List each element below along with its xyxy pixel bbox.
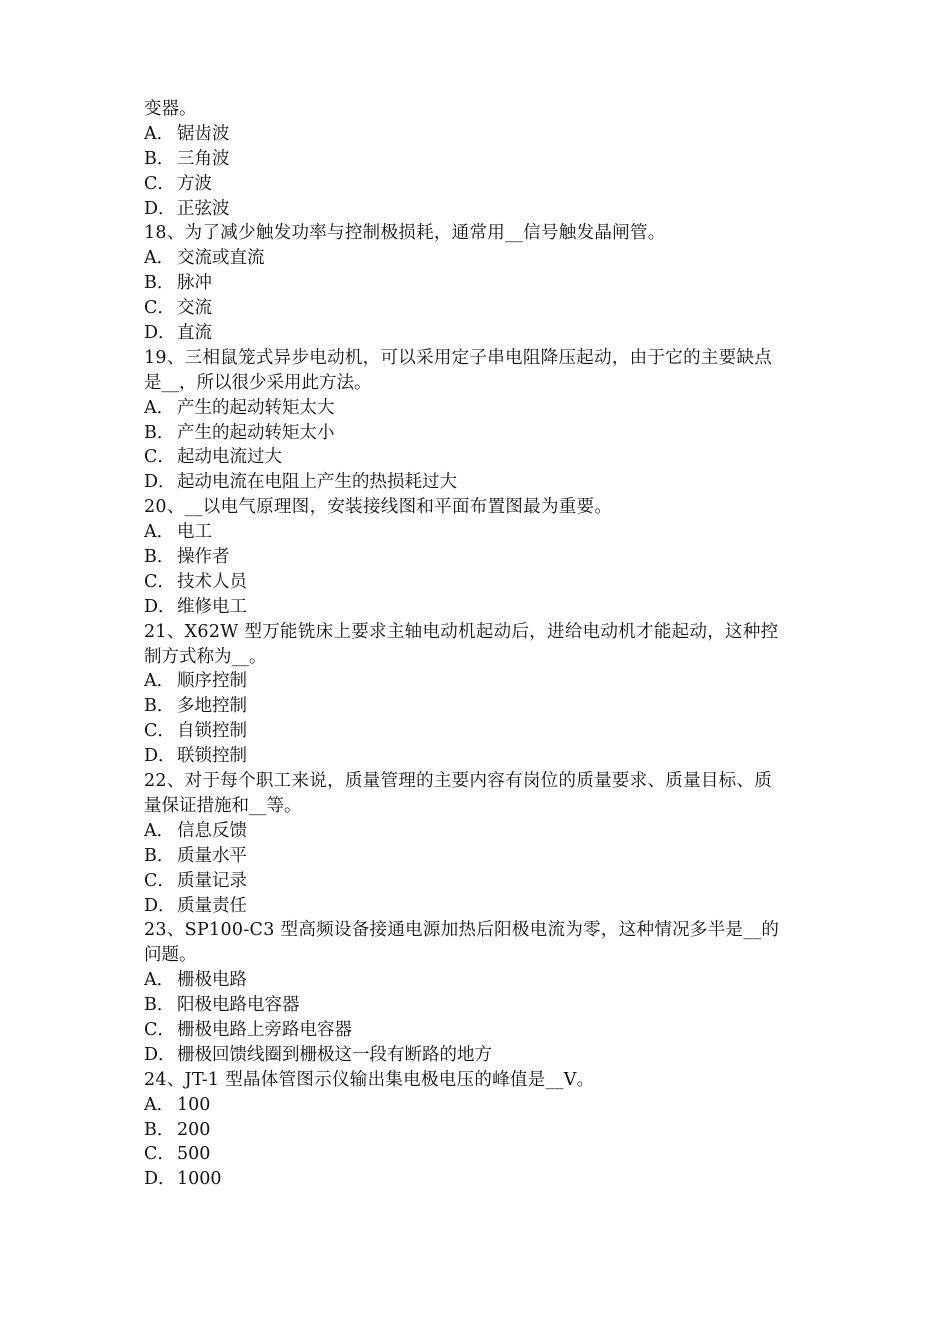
question-block <box>144 221 816 345</box>
option-text: 200 <box>177 1119 211 1140</box>
answer-option <box>144 296 816 321</box>
answer-option <box>144 197 816 222</box>
answer-option <box>144 669 816 694</box>
question-text: 是__，所以很少采用此方法。 <box>144 372 372 393</box>
option-letter: C． <box>144 1144 175 1165</box>
option-letter: D． <box>144 472 176 493</box>
option-letter: B． <box>144 696 175 717</box>
option-letter: C． <box>144 447 175 468</box>
question-block <box>144 495 816 619</box>
answer-option <box>144 1167 816 1192</box>
option-text: 栅极电路 <box>177 970 247 991</box>
option-letter: B． <box>144 1119 175 1140</box>
option-letter: A． <box>144 820 175 841</box>
answer-option <box>144 321 816 346</box>
answer-option <box>144 172 816 197</box>
option-text: 联锁控制 <box>177 746 247 767</box>
question-text: 23、SP100-C3 型高频设备接通电源加热后阳极电流为零，这种情况多半是__的 <box>144 920 780 941</box>
answer-option <box>144 246 816 271</box>
option-letter: B． <box>144 845 175 866</box>
option-letter: C． <box>144 571 175 592</box>
option-text: 1000 <box>177 1169 222 1190</box>
answer-option <box>144 271 816 296</box>
option-text: 质量水平 <box>177 845 247 866</box>
option-letter: A． <box>144 970 175 991</box>
option-letter: C． <box>144 1019 175 1040</box>
option-text: 三角波 <box>177 148 230 169</box>
answer-option <box>144 147 816 172</box>
answer-option <box>144 869 816 894</box>
option-text: 栅极回馈线圈到栅极这一段有断路的地方 <box>177 1044 492 1065</box>
option-letter: A． <box>144 522 175 543</box>
question-list <box>144 97 816 1192</box>
option-text: 500 <box>177 1144 211 1165</box>
answer-option <box>144 1142 816 1167</box>
question-block <box>144 1068 816 1192</box>
option-text: 质量记录 <box>177 870 247 891</box>
question-text: 量保证措施和__等。 <box>144 795 302 816</box>
answer-option <box>144 744 816 769</box>
question-block <box>144 620 816 769</box>
option-text: 自锁控制 <box>177 721 247 742</box>
answer-option <box>144 396 816 421</box>
answer-option <box>144 1093 816 1118</box>
question-block <box>144 769 816 918</box>
option-letter: C． <box>144 173 175 194</box>
option-letter: A． <box>144 397 175 418</box>
option-text: 操作者 <box>177 547 230 568</box>
answer-option <box>144 570 816 595</box>
option-text: 多地控制 <box>177 696 247 717</box>
option-text: 交流或直流 <box>177 248 265 269</box>
option-letter: D． <box>144 895 176 916</box>
option-text: 阳极电路电容器 <box>177 995 300 1016</box>
answer-option <box>144 993 816 1018</box>
question-text: 问题。 <box>144 945 197 966</box>
answer-option <box>144 819 816 844</box>
option-letter: D． <box>144 198 176 219</box>
option-text: 起动电流在电阻上产生的热损耗过大 <box>177 472 457 493</box>
answer-option <box>144 470 816 495</box>
option-text: 起动电流过大 <box>177 447 282 468</box>
option-letter: C． <box>144 298 175 319</box>
question-text: 19、三相鼠笼式异步电动机，可以采用定子串电阻降压起动，由于它的主要缺点 <box>144 347 773 368</box>
pre-option-list <box>144 122 816 222</box>
option-letter: A． <box>144 671 175 692</box>
option-letter: B． <box>144 422 175 443</box>
question-text: 18、为了减少触发功率与控制极损耗，通常用__信号触发晶闸管。 <box>144 223 666 244</box>
option-letter: B． <box>144 995 175 1016</box>
option-text: 技术人员 <box>177 571 247 592</box>
questions <box>144 221 816 1192</box>
option-letter: B． <box>144 547 175 568</box>
option-letter: A． <box>144 123 175 144</box>
option-text: 直流 <box>177 323 212 344</box>
option-letter: A． <box>144 248 175 269</box>
answer-option <box>144 1118 816 1143</box>
option-letter: D． <box>144 746 176 767</box>
answer-option <box>144 421 816 446</box>
answer-option <box>144 894 816 919</box>
answer-option <box>144 122 816 147</box>
answer-option <box>144 1043 816 1068</box>
answer-option <box>144 520 816 545</box>
option-text: 脉冲 <box>177 273 212 294</box>
option-letter: D． <box>144 1169 176 1190</box>
answer-option <box>144 445 816 470</box>
option-text: 电工 <box>177 522 212 543</box>
answer-option <box>144 545 816 570</box>
answer-option <box>144 694 816 719</box>
option-letter: A． <box>144 1094 175 1115</box>
option-text: 产生的起动转矩太小 <box>177 422 335 443</box>
option-text: 100 <box>177 1094 211 1115</box>
option-text: 交流 <box>177 298 212 319</box>
question-block <box>144 346 816 495</box>
option-letter: D． <box>144 1044 176 1065</box>
question-block <box>144 918 816 1067</box>
continuation-line: 变器。 <box>144 99 197 119</box>
option-text: 信息反馈 <box>177 820 247 841</box>
option-text: 方波 <box>177 173 212 194</box>
answer-option <box>144 595 816 620</box>
answer-option <box>144 844 816 869</box>
question-text: 制方式称为__。 <box>144 646 267 667</box>
option-letter: B． <box>144 273 175 294</box>
question-text: 24、JT-1 型晶体管图示仪输出集电极电压的峰值是__V。 <box>144 1069 595 1090</box>
question-text: 20、__以电气原理图，安装接线图和平面布置图最为重要。 <box>144 497 613 518</box>
question-text: 22、对于每个职工来说，质量管理的主要内容有岗位的质量要求、质量目标、质 <box>144 771 773 792</box>
option-text: 顺序控制 <box>177 671 247 692</box>
option-letter: C． <box>144 721 175 742</box>
option-text: 栅极电路上旁路电容器 <box>177 1019 352 1040</box>
answer-option <box>144 719 816 744</box>
option-text: 产生的起动转矩太大 <box>177 397 335 418</box>
option-letter: D． <box>144 596 176 617</box>
option-text: 维修电工 <box>177 596 247 617</box>
option-text: 正弦波 <box>177 198 230 219</box>
option-text: 锯齿波 <box>177 123 230 144</box>
option-letter: D． <box>144 323 176 344</box>
option-text: 质量责任 <box>177 895 247 916</box>
option-letter: B． <box>144 148 175 169</box>
option-letter: C． <box>144 870 175 891</box>
answer-option <box>144 968 816 993</box>
answer-option <box>144 1018 816 1043</box>
question-text: 21、X62W 型万能铣床上要求主轴电动机起动后，进给电动机才能起动，这种控 <box>144 621 779 642</box>
